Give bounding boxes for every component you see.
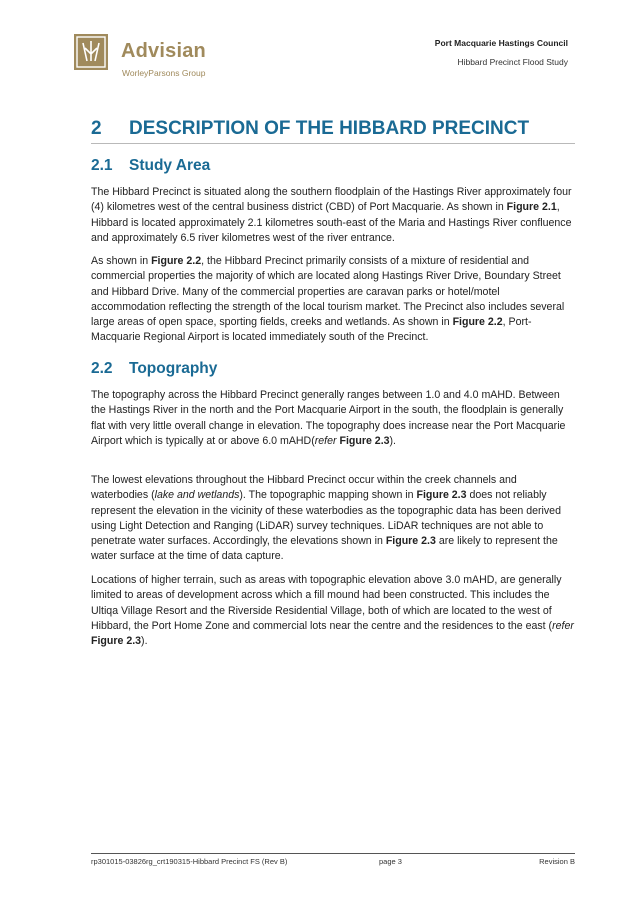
paragraph	[91, 185, 575, 246]
subsection-title: Topography	[129, 360, 218, 377]
subsection-number: 2.1	[91, 157, 113, 174]
figure-reference: Figure 2.2	[452, 316, 503, 329]
section-number: 2	[91, 118, 102, 139]
text-run: ).	[141, 635, 148, 648]
figure-reference: Figure 2.3	[91, 635, 142, 648]
paragraph	[91, 473, 575, 565]
figure-reference: Figure 2.2	[151, 255, 202, 267]
text-run: , Port-Macquarie Regional Airport is located immediately south of the Precinct.	[91, 316, 532, 344]
text-run: The lowest elevations throughout the Hibbard Precinct occur within the creek channels and waterbodies (	[91, 474, 517, 502]
text-run: ).	[389, 434, 397, 447]
footer-document-reference: rp301015-03826rg_crt190315-Hibbard Precinct FS (Rev B)	[91, 857, 288, 866]
section-heading	[91, 118, 575, 144]
text-run: , Hibbard is located approximately 2.1 kilometres south-east of the Maria and Hastings River confluence and approximately 6.5 river kilometres west of the river entrance.	[91, 201, 572, 244]
subsection-number: 2.2	[91, 360, 113, 377]
figure-reference: Figure 2.3	[416, 489, 467, 502]
paragraph	[91, 254, 575, 346]
figure-reference: Figure 2.1	[506, 201, 557, 214]
subsection-title: Study Area	[129, 157, 211, 174]
paragraph	[91, 388, 575, 449]
text-run: refer	[552, 619, 574, 632]
header-client: Port Macquarie Hastings Council	[434, 38, 568, 48]
brand-name: Advisian	[121, 40, 206, 62]
paragraph	[91, 573, 575, 649]
text-run: ). The topographic mapping shown in	[239, 489, 417, 502]
text-run: lake and wetlands	[154, 489, 240, 502]
subsection-heading-topography	[91, 360, 217, 378]
text-run: The topography across the Hibbard Precinct generally ranges between 1.0 and 4.0 mAHD. Between the Hastings River in the north and the Port Macquarie Airport in the south, the floodplain is generally flat with very little overall change in elevation. The topography does increase near the Port Macquarie Airport which is typically at or above 6.0 mAHD(	[91, 389, 566, 447]
footer-divider	[91, 853, 575, 854]
advisian-logo-icon	[74, 34, 108, 70]
text-run: are likely to represent the water surface at the time of data capture.	[91, 535, 558, 563]
text-run: does not reliably represent the elevation in the vicinity of these waterbodies as the topographic data has been derived using Light Detection and Ranging (LiDAR) survey techniques. LiDAR techniques are not able to penetrate water surfaces. Accordingly, the elevations shown in	[91, 489, 561, 548]
text-run: refer	[314, 434, 337, 447]
subsection-heading-study-area	[91, 157, 210, 175]
text-run: Locations of higher terrain, such as areas with topographic elevation above 3.0 mAHD, are generally limited to areas of development across which a fill mound had been constructed. This includes the Ultiqa Village Resort and the Riverside Residential Village, both of which are located to the west of Hibbard, the Port Home Zone and commercial lots near the centre and the residences to the east (	[91, 574, 562, 632]
header-study-title: Hibbard Precinct Flood Study	[457, 57, 568, 67]
footer-page-number: page 3	[379, 857, 402, 866]
figure-reference: Figure 2.3	[385, 535, 436, 548]
figure-reference: Figure 2.3	[339, 434, 390, 447]
text-run: , the Hibbard Precinct primarily consists of a mixture of residential and commercial properties the majority of which are located along Hastings River Drive, Boundary Street and Hibbard Drive. Many of the commercial properties are caravan parks or hotel/motel accommodation reflecting the strength of the local tourism market. The Precinct also includes several large areas of open space, sporting fields, creeks and wetlands. As shown in	[91, 255, 565, 329]
text-run: As shown in	[91, 255, 152, 267]
section-title: DESCRIPTION OF THE HIBBARD PRECINCT	[129, 118, 530, 139]
footer-revision: Revision B	[539, 857, 575, 866]
brand-subtitle: WorleyParsons Group	[122, 68, 206, 78]
text-run: The Hibbard Precinct is situated along the southern floodplain of the Hastings River approximately four (4) kilometres west of the central business district (CBD) of Port Macquarie. As shown in	[91, 186, 572, 214]
